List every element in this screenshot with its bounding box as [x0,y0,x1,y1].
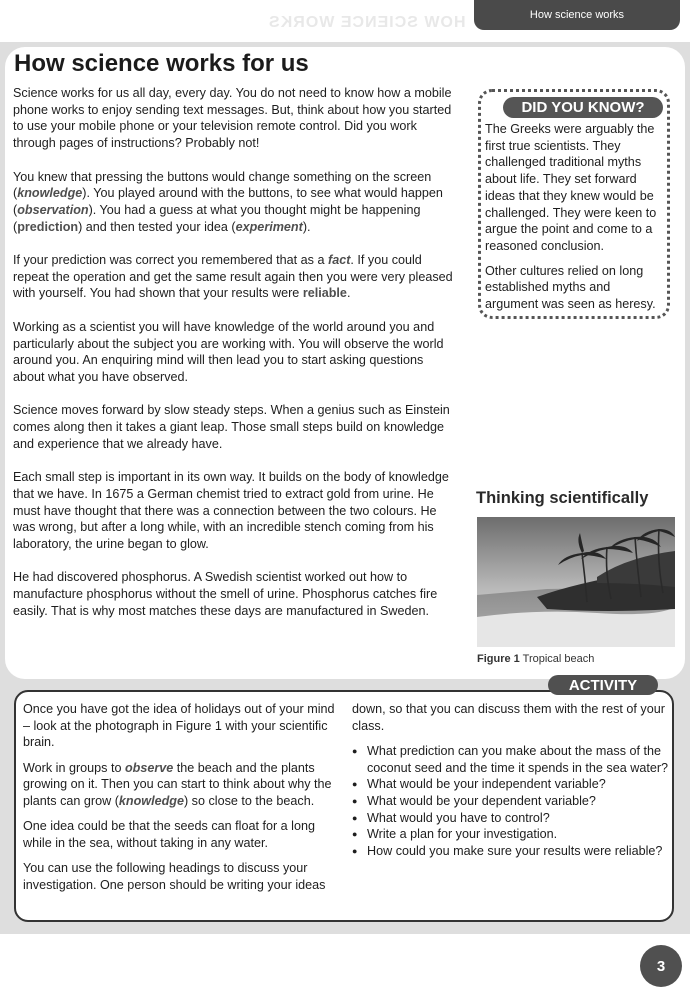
paragraph: down, so that you can discuss them with the rest of your class. [352,702,665,733]
paragraph: Other cultures relied on long established myths and argument was seen as heresy. [485,263,656,312]
paragraph: You can use the following headings to discuss your investigation. One person should be writing your ideas [23,861,326,892]
page-number-badge [640,945,682,987]
paragraph: He had discovered phosphorus. A Swedish scientist worked out how to manufacture phosphorus without the smell of urine. Phosphorus catches fire easily. That is why most matches these days are manufactured in Sweden. [13,570,438,618]
list-item: ● What would be your dependent variable? [352,793,670,810]
did-you-know-text [485,121,665,321]
paragraph: Working as a scientist you will have knowledge of the world around you and particularly about the subject you are working with. You will observe the world around you. An enquiring mind will then lead you to start asking questions about what you have observed. [13,319,444,384]
show-through-text: HOW SCIENCE WORKS [268,14,466,31]
figure-caption [477,653,594,665]
paragraph: Science moves forward by slow steady steps. When a genius such as Einstein comes along then it takes a giant leap. Those small steps build on knowledge and experience that we already have. [13,403,450,451]
keyword: knowledge [118,794,184,809]
keyword: prediction [17,219,79,234]
paragraph: Each small step is important in its own way. It builds on the body of knowledge that we have. In 1675 a German chemist tried to extract gold from urine. He must have thought that there was a connection between the two colours. He was wrong, but after a long while, with an incredible stench coming from his laboratory, the urine began to glow. [13,470,449,551]
list-item: ● What prediction can you make about the mass of the coconut seed and the time it spends in the sea water? [352,743,670,776]
section-header-tab [474,0,680,30]
did-you-know-label: DID YOU KNOW? [503,97,663,118]
page-title: How science works for us [14,50,309,77]
page-number: 3 [656,957,666,975]
keyword: observe [124,760,174,775]
activity-left-column [23,701,338,902]
paragraph: The Greeks were arguably the first true scientists. They challenged traditional myths about life. They set forward ideas that they knew would be challenged. They were keen to argue the point and come to a reasoned conclusion. [485,122,657,253]
main-article [13,85,453,636]
figure-caption-text: Tropical beach [522,653,595,665]
list-item: ● How could you make sure your results were reliable? [352,843,670,860]
side-heading: Thinking scientifically [476,489,649,507]
paragraph: If your prediction was correct you remembered that as a fact. If you could repeat the operation and get the same result again then you were very pleased with yourself. You had shown that your results were reliable. [13,253,453,301]
section-header-label: How science works [529,9,625,21]
figure-label: Figure 1 [477,653,520,665]
list-item: ● Write a plan for your investigation. [352,826,670,843]
tropical-beach-photo [477,517,675,647]
paragraph: You knew that pressing the buttons would change something on the screen (knowledge). You played around with the buttons, to see what would happen (observation). You had a guess at what you thought might be happening (prediction) and then tested your idea (experiment). [13,169,443,234]
keyword: observation [17,202,89,217]
paragraph: Science works for us all day, every day. You do not need to know how a mobile phone works to enjoy sending text messages. But, think about how you started to use your mobile phone or your television remote control. Did you work through pages of instructions? Probably not! [13,86,452,151]
paragraph: One idea could be that the seeds can float for a long while in the sea, without taking in any water. [23,819,315,850]
activity-label: ACTIVITY [548,675,658,695]
list-item: ● What would be your independent variable? [352,776,670,793]
paragraph: Once you have got the idea of holidays out of your mind – look at the photograph in Figure 1 with your scientific brain. [23,702,335,750]
paragraph: Work in groups to observe the beach and the plants growing on it. Then you can start to think about why the plants can grow (knowledge) so close to the beach. [23,760,332,809]
activity-question-list [352,743,670,860]
activity-right-column [352,701,670,860]
keyword: reliable [302,286,347,301]
list-item: ● What would you have to control? [352,810,670,827]
keyword: experiment [235,219,303,234]
keyword: fact [328,253,351,267]
keyword: knowledge [17,186,83,201]
